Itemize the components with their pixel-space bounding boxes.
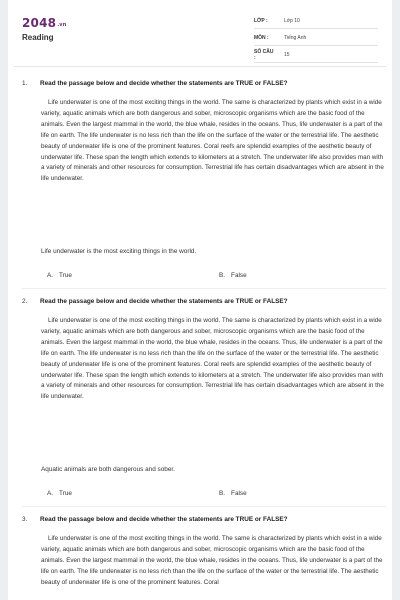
meta-value: 15: [284, 52, 290, 58]
meta-row-class: [254, 14, 378, 29]
worksheet-page: [8, 0, 392, 600]
question-number: 2.: [22, 298, 28, 305]
question-passage: Life underwater is one of the most exciting things in the world. The same is characterized by plants which exist in a wide variety, aquatic animals which are both dangerous and sober, microscopic organisms which are the basic food of the animals. Even the largest mammal in the world, the blue whale, resides in the oceans. Thus, life underwater is a part of the life on earth. The life underwater is no less rich than the life on the surface of the water or the terrestrial life. The aesthetic beauty of underwater life is one of the prominent features. Coral: [41, 535, 383, 586]
question-instruction: Read the passage below and decide whether the statements are TRUE or FALSE?: [40, 80, 288, 87]
option-text: False: [231, 272, 247, 279]
option-text: False: [231, 490, 247, 497]
question-passage: Life underwater is one of the most exciting things in the world. The same is characterized by plants which exist in a wide variety, aquatic animals which are both dangerous and sober, microscopic organisms which are the basic food of the animals. Even the largest mammal in the world, the blue whale, resides in the oceans. Thus, life underwater is a part of the life on earth. The life underwater is no less rich than the life on the surface of the water or the terrestrial life. The aesthetic beauty of underwater life is one of the prominent features. Coral reefs are splendid examples of the aesthetic beauty of underwater life. These span the length which extends to kilometers at a stretch. The underwater life also provides man with a variety of minerals and other resources for consumption. Terrestrial life has certain disadvantages which are absent in the life underwater.: [41, 317, 384, 401]
option-b[interactable]: [219, 272, 247, 279]
meta-value: Tiếng Anh: [284, 35, 307, 41]
question-instruction: Read the passage below and decide whether the statements are TRUE or FALSE?: [40, 298, 288, 305]
question-3: [8, 516, 392, 600]
option-b[interactable]: [219, 490, 247, 497]
option-letter: A.: [47, 272, 54, 279]
question-number: 3.: [22, 516, 28, 523]
meta-label: SỐ CÂU :: [254, 49, 274, 61]
question-statement: Life underwater is the most exciting things in the world.: [41, 248, 197, 255]
option-a[interactable]: [47, 272, 72, 279]
option-text: True: [59, 272, 72, 279]
question-1: [8, 80, 392, 298]
meta-row-question-count: [254, 48, 378, 63]
question-instruction: Read the passage below and decide whether the statements are TRUE or FALSE?: [40, 516, 288, 523]
meta-label: MÔN :: [254, 35, 269, 41]
question-divider: [22, 288, 386, 289]
option-letter: B.: [219, 272, 226, 279]
question-passage: Life underwater is one of the most exciting things in the world. The same is characterized by plants which exist in a wide variety, aquatic animals which are both dangerous and sober, microscopic organisms which are the basic food of the animals. Even the largest mammal in the world, the blue whale, resides in the oceans. Thus, life underwater is a part of the life on earth. The life underwater is no less rich than the life on the surface of the water or the terrestrial life. The aesthetic beauty of underwater life is one of the prominent features. Coral reefs are splendid examples of the aesthetic beauty of underwater life. These span the length which extends to kilometers at a stretch. The underwater life also provides man with a variety of minerals and other resources for consumption. Terrestrial life has certain disadvantages which are absent in the life underwater.: [41, 99, 384, 183]
site-logo[interactable]: 2048.vn: [22, 16, 67, 30]
meta-value: Lớp 10: [284, 18, 300, 24]
question-number: 1.: [22, 80, 28, 87]
worksheet-header: [8, 0, 392, 66]
worksheet-meta: [254, 14, 378, 65]
meta-row-subject: [254, 31, 378, 46]
option-letter: A.: [47, 490, 54, 497]
question-list: [8, 80, 392, 600]
option-letter: B.: [219, 490, 226, 497]
meta-label: LỚP :: [254, 18, 268, 24]
subject-title: Reading: [22, 33, 54, 42]
question-statement: Aquatic animals are both dangerous and sober.: [41, 466, 175, 473]
question-divider: [22, 506, 386, 507]
option-text: True: [59, 490, 72, 497]
header-divider: [14, 66, 386, 67]
question-2: [8, 298, 392, 516]
option-a[interactable]: [47, 490, 72, 497]
